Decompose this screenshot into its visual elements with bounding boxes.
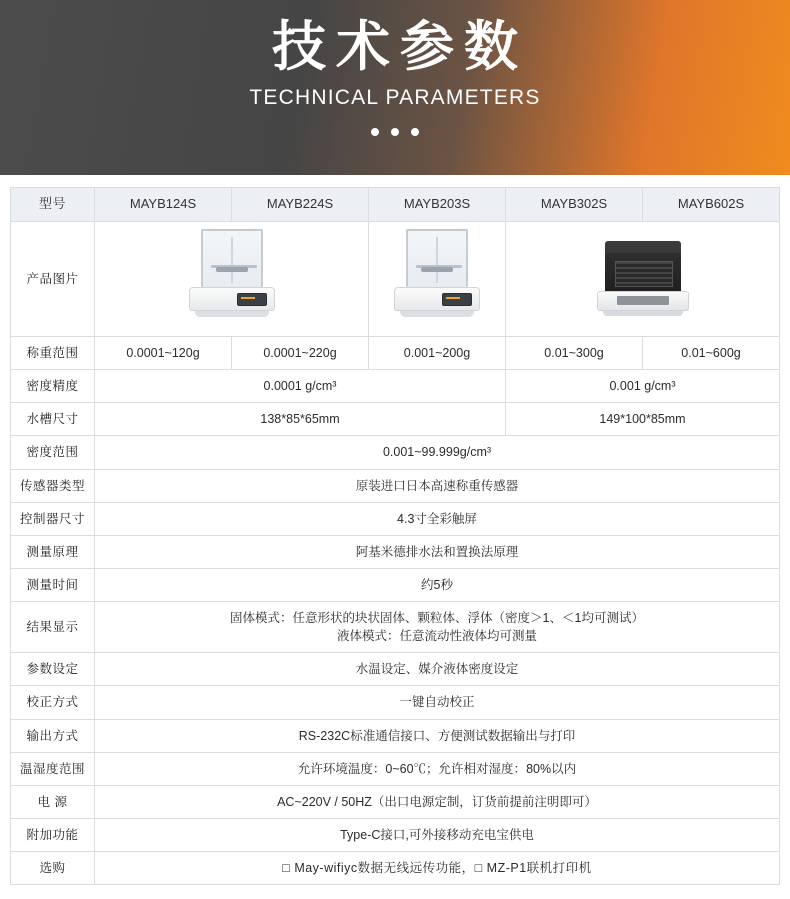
table-row-density-range [11, 436, 780, 469]
extra-function-value: Type-C接口,可外接移动充电宝供电 [95, 818, 780, 851]
table-row-temp-humidity [11, 752, 780, 785]
row-label-weighing-range: 称重范围 [11, 337, 95, 370]
row-label-result-display: 结果显示 [11, 602, 95, 653]
controller-size-value: 4.3寸全彩触屏 [95, 502, 780, 535]
tank-size-2: 149*100*85mm [506, 403, 780, 436]
weighing-range-5: 0.01~600g [643, 337, 780, 370]
power-value: AC~220V / 50HZ（出口电源定制，订货前提前注明即可） [95, 785, 780, 818]
analytical-balance-image [394, 229, 480, 325]
measure-time-value: 约5秒 [95, 568, 780, 601]
row-label-photo: 产品图片 [11, 222, 95, 337]
spec-table-wrapper [0, 175, 790, 899]
principle-value: 阿基米德排水法和置换法原理 [95, 535, 780, 568]
analytical-balance-image [189, 229, 275, 325]
weighing-range-3: 0.001~200g [369, 337, 506, 370]
table-row-result-display [11, 602, 780, 653]
row-label-tank-size: 水槽尺寸 [11, 403, 95, 436]
row-label-output: 输出方式 [11, 719, 95, 752]
product-photo-balance-2 [369, 222, 506, 337]
table-row-measure-time [11, 568, 780, 601]
param-setting-value: 水温设定、媒介液体密度设定 [95, 653, 780, 686]
table-row-tank-size [11, 403, 780, 436]
table-row-extra-function [11, 818, 780, 851]
weighing-range-2: 0.0001~220g [232, 337, 369, 370]
row-label-power: 电 源 [11, 785, 95, 818]
table-row-principle [11, 535, 780, 568]
density-accuracy-2: 0.001 g/cm³ [506, 370, 780, 403]
product-photo-density-meter [506, 222, 780, 337]
table-row-calibration [11, 686, 780, 719]
table-row-model [11, 188, 780, 222]
row-label-controller-size: 控制器尺寸 [11, 502, 95, 535]
product-photo-balance-1 [95, 222, 369, 337]
model-cell-5: MAYB602S [643, 188, 780, 222]
page-title: 技术参数 [272, 17, 528, 77]
dot-separator-icon [371, 128, 419, 136]
optional-value: □ May-wifiyc数据无线远传功能，□ MZ-P1联机打印机 [95, 852, 780, 885]
model-cell-1: MAYB124S [95, 188, 232, 222]
table-row-photo [11, 222, 780, 337]
model-cell-4: MAYB302S [506, 188, 643, 222]
table-row-power [11, 785, 780, 818]
row-label-calibration: 校正方式 [11, 686, 95, 719]
row-label-optional: 选购 [11, 852, 95, 885]
technical-parameters-table [10, 187, 780, 885]
row-label-param-setting: 参数设定 [11, 653, 95, 686]
row-label-principle: 测量原理 [11, 535, 95, 568]
row-label-sensor-type: 传感器类型 [11, 469, 95, 502]
table-row-controller-size [11, 502, 780, 535]
result-display-value [95, 602, 780, 653]
model-cell-2: MAYB224S [232, 188, 369, 222]
tank-size-1: 138*85*65mm [95, 403, 506, 436]
model-cell-3: MAYB203S [369, 188, 506, 222]
row-label-measure-time: 测量时间 [11, 568, 95, 601]
result-display-line-1: 固体模式：任意形状的块状固体、颗粒体、浮体（密度＞1、＜1均可测试） [230, 611, 644, 625]
temp-humidity-value: 允许环境温度：0~60℃；允许相对湿度：80%以内 [95, 752, 780, 785]
row-label-temp-humidity: 温湿度范围 [11, 752, 95, 785]
result-display-line-2: 液体模式：任意流动性液体均可测量 [336, 629, 537, 644]
table-row-weighing-range [11, 337, 780, 370]
page-subtitle: TECHNICAL PARAMETERS [249, 86, 541, 110]
table-row-density-accuracy [11, 370, 780, 403]
table-row-sensor-type [11, 469, 780, 502]
row-label-model: 型号 [11, 188, 95, 222]
sensor-type-value: 原装进口日本高速称重传感器 [95, 469, 780, 502]
header-banner [0, 0, 790, 175]
row-label-density-accuracy: 密度精度 [11, 370, 95, 403]
row-label-density-range: 密度范围 [11, 436, 95, 469]
table-row-param-setting [11, 653, 780, 686]
density-meter-image [597, 241, 689, 319]
output-value: RS-232C标准通信接口、方便测试数据输出与打印 [95, 719, 780, 752]
calibration-value: 一键自动校正 [95, 686, 780, 719]
weighing-range-4: 0.01~300g [506, 337, 643, 370]
table-row-output [11, 719, 780, 752]
density-accuracy-1: 0.0001 g/cm³ [95, 370, 506, 403]
density-range-value: 0.001~99.999g/cm³ [95, 436, 780, 469]
row-label-extra-function: 附加功能 [11, 818, 95, 851]
weighing-range-1: 0.0001~120g [95, 337, 232, 370]
table-row-optional [11, 852, 780, 885]
